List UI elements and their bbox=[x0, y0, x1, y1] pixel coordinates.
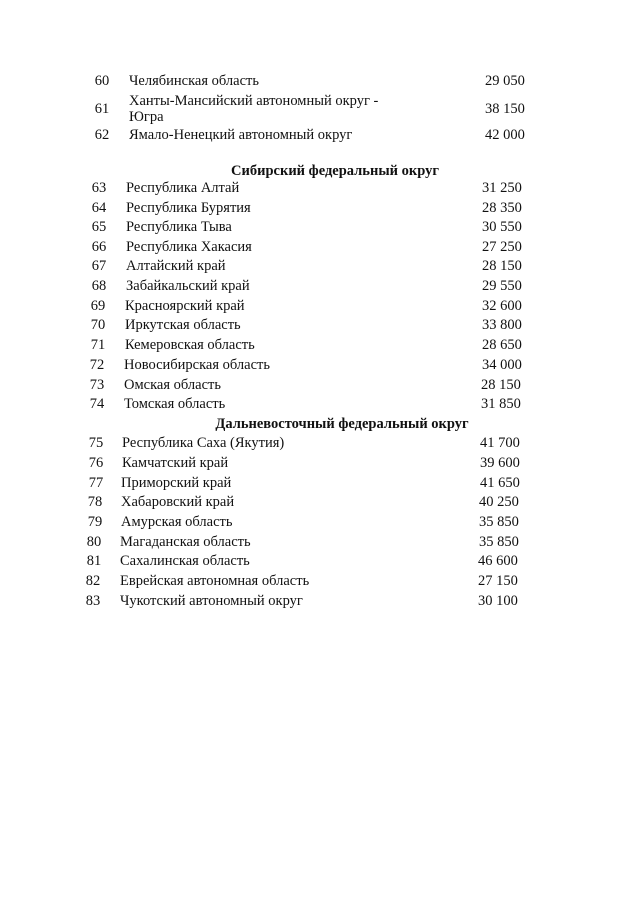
region-value: 35 850 bbox=[479, 534, 519, 550]
region-value: 46 600 bbox=[478, 553, 518, 569]
row-number: 69 bbox=[90, 298, 106, 314]
row-number: 63 bbox=[91, 180, 107, 196]
region-value: 28 650 bbox=[482, 337, 522, 353]
row-number: 83 bbox=[85, 593, 101, 609]
row-number: 81 bbox=[86, 553, 102, 569]
row-number: 61 bbox=[94, 101, 110, 117]
region-name: Ханты-Мансийский автономный округ - Югра bbox=[129, 93, 379, 125]
region-name: Челябинская область bbox=[129, 73, 259, 89]
row-number: 75 bbox=[88, 435, 104, 451]
region-value: 28 350 bbox=[482, 200, 522, 216]
region-name: Омская область bbox=[124, 377, 221, 393]
region-value: 27 250 bbox=[482, 239, 522, 255]
region-name: Амурская область bbox=[121, 514, 233, 530]
region-name: Красноярский край bbox=[125, 298, 245, 314]
row-number: 66 bbox=[91, 239, 107, 255]
region-name: Республика Хакасия bbox=[126, 239, 252, 255]
region-value: 31 250 bbox=[482, 180, 522, 196]
section-heading-fareast: Дальневосточный федеральный округ bbox=[215, 416, 469, 432]
row-number: 80 bbox=[86, 534, 102, 550]
row-number: 77 bbox=[88, 475, 104, 491]
row-number: 64 bbox=[91, 200, 107, 216]
row-number: 78 bbox=[87, 494, 103, 510]
row-number: 62 bbox=[94, 127, 110, 143]
region-name: Иркутская область bbox=[125, 317, 241, 333]
region-name: Ямало-Ненецкий автономный округ bbox=[129, 127, 353, 143]
region-name: Еврейская автономная область bbox=[120, 573, 310, 589]
region-name: Хабаровский край bbox=[121, 494, 235, 510]
region-value: 41 700 bbox=[480, 435, 520, 451]
row-number: 65 bbox=[91, 219, 107, 235]
region-value: 41 650 bbox=[480, 475, 520, 491]
region-name: Приморский край bbox=[121, 475, 232, 491]
region-value: 28 150 bbox=[482, 258, 522, 274]
region-value: 29 050 bbox=[485, 73, 525, 89]
region-value: 39 600 bbox=[480, 455, 520, 471]
region-name: Республика Саха (Якутия) bbox=[122, 435, 285, 451]
row-number: 72 bbox=[89, 357, 105, 373]
region-name: Новосибирская область bbox=[124, 357, 270, 373]
region-value: 34 000 bbox=[482, 357, 522, 373]
region-value: 27 150 bbox=[478, 573, 518, 589]
row-number: 68 bbox=[91, 278, 107, 294]
row-number: 79 bbox=[87, 514, 103, 530]
region-name: Кемеровская область bbox=[125, 337, 255, 353]
region-name: Республика Алтай bbox=[126, 180, 240, 196]
region-name: Алтайский край bbox=[126, 258, 226, 274]
row-number: 60 bbox=[94, 73, 110, 89]
row-number: 82 bbox=[85, 573, 101, 589]
region-value: 33 800 bbox=[482, 317, 522, 333]
region-value: 40 250 bbox=[479, 494, 519, 510]
row-number: 73 bbox=[89, 377, 105, 393]
row-number: 67 bbox=[91, 258, 107, 274]
region-name: Сахалинская область bbox=[120, 553, 250, 569]
region-value: 30 100 bbox=[478, 593, 518, 609]
region-name: Забайкальский край bbox=[126, 278, 250, 294]
region-value: 31 850 bbox=[481, 396, 521, 412]
region-name: Магаданская область bbox=[120, 534, 251, 550]
region-value: 28 150 bbox=[481, 377, 521, 393]
region-value: 35 850 bbox=[479, 514, 519, 530]
row-number: 71 bbox=[90, 337, 106, 353]
region-name: Камчатский край bbox=[122, 455, 229, 471]
region-value: 32 600 bbox=[482, 298, 522, 314]
region-value: 29 550 bbox=[482, 278, 522, 294]
region-name: Чукотский автономный округ bbox=[120, 593, 303, 609]
region-name: Республика Бурятия bbox=[126, 200, 251, 216]
row-number: 76 bbox=[88, 455, 104, 471]
region-name: Томская область bbox=[124, 396, 226, 412]
row-number: 70 bbox=[90, 317, 106, 333]
region-name: Республика Тыва bbox=[126, 219, 232, 235]
region-value: 42 000 bbox=[485, 127, 525, 143]
section-heading-siberia: Сибирский федеральный округ bbox=[231, 163, 439, 179]
row-number: 74 bbox=[89, 396, 105, 412]
region-value: 38 150 bbox=[485, 101, 525, 117]
region-value: 30 550 bbox=[482, 219, 522, 235]
